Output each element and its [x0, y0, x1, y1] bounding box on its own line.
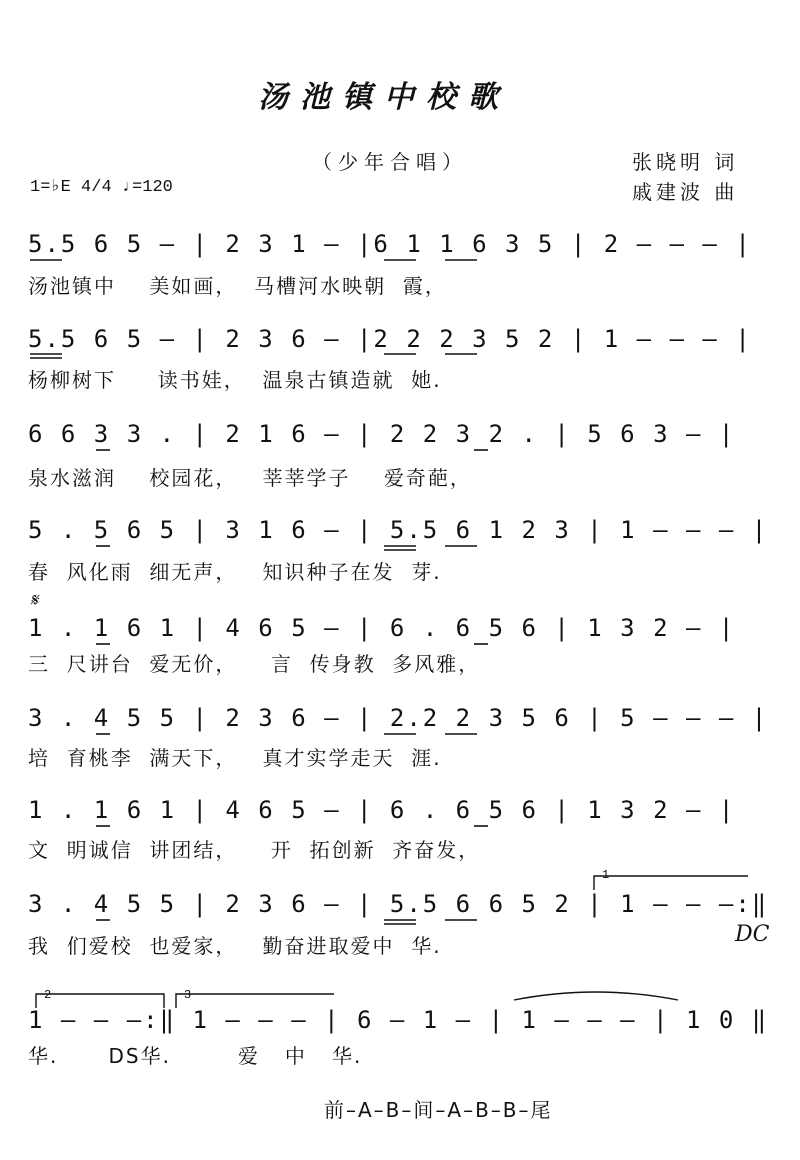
- lyric-line-8: 我 们爱校 也爱家， 勤奋进取爱中 华.: [28, 934, 442, 958]
- volta-2-number: 2: [44, 988, 52, 1002]
- composer-credit: 戚建波 曲: [632, 180, 739, 204]
- lyric-line-5: 三 尺讲台 爱无价， 言 传身教 多风雅，: [28, 652, 481, 676]
- lyric-line-9: 华. DS华. 爱 中 华.: [28, 1044, 363, 1068]
- lyric-line-6: 培 育桃李 满天下， 真才实学走天 涯.: [28, 746, 442, 770]
- score-line-5: 1 . 1 6 1 | 4 6 5 – | 6 . 6 5 6 | 1 3 2 – |: [28, 614, 736, 642]
- score-line-9: 1 – – –:‖ 1 – – – | 6 – 1 – | 1 – – – | 1 0 ‖: [28, 1006, 769, 1034]
- tie-arc: [514, 992, 678, 1000]
- volta-3-number: 3: [184, 988, 192, 1002]
- lyric-line-3: 泉水滋润 校园花， 莘莘学子 爱奇葩，: [28, 466, 472, 490]
- lyricist-credit: 张晓明 词: [632, 150, 739, 174]
- volta-1-number: 1: [602, 868, 610, 882]
- lyric-line-4: 春 风化雨 细无声， 知识种子在发 芽.: [28, 560, 442, 584]
- lyric-line-2: 杨柳树下 读书娃， 温泉古镇造就 她.: [28, 368, 442, 392]
- key-signature: 1=♭E 4/4 ♩=120: [30, 178, 173, 197]
- score-line-7: 1 . 1 6 1 | 4 6 5 – | 6 . 6 5 6 | 1 3 2 – |: [28, 796, 736, 824]
- score-line-3: 6 6 3 3 . | 2 1 6 – | 2 2 3 2 . | 5 6 3 – |: [28, 420, 736, 448]
- score-line-8: 3 . 4 5 5 | 2 3 6 – | 5.5 6 6 5 2 | 1 – – –:‖: [28, 890, 769, 918]
- dc-mark: DC: [735, 922, 770, 947]
- score-line-2: 5.5 6 5 – | 2 3 6 – |2 2 2 3 5 2 | 1 – – – |: [28, 325, 752, 353]
- lyric-line-1: 汤池镇中 美如画， 马槽河水映朝 霞，: [28, 274, 447, 298]
- score-line-6: 3 . 4 5 5 | 2 3 6 – | 2.2 2 3 5 6 | 5 – – – |: [28, 704, 769, 732]
- song-title: 汤池镇中校歌: [258, 80, 510, 115]
- lyric-line-7: 文 明诚信 讲团结， 开 拓创新 齐奋发，: [28, 838, 481, 862]
- score-line-4: 5 . 5 6 5 | 3 1 6 – | 5.5 6 1 2 3 | 1 – – – |: [28, 516, 769, 544]
- song-form: 前–A–B–间–A–B–B–尾: [324, 1098, 553, 1122]
- segno-sign: 𝄋: [30, 590, 38, 611]
- volta-1-bracket: [594, 876, 748, 890]
- performance-note: （少年合唱）: [312, 150, 468, 174]
- score-line-1: 5.5 6 5 – | 2 3 1 – |6 1 1 6 3 5 | 2 – – – |: [28, 230, 752, 258]
